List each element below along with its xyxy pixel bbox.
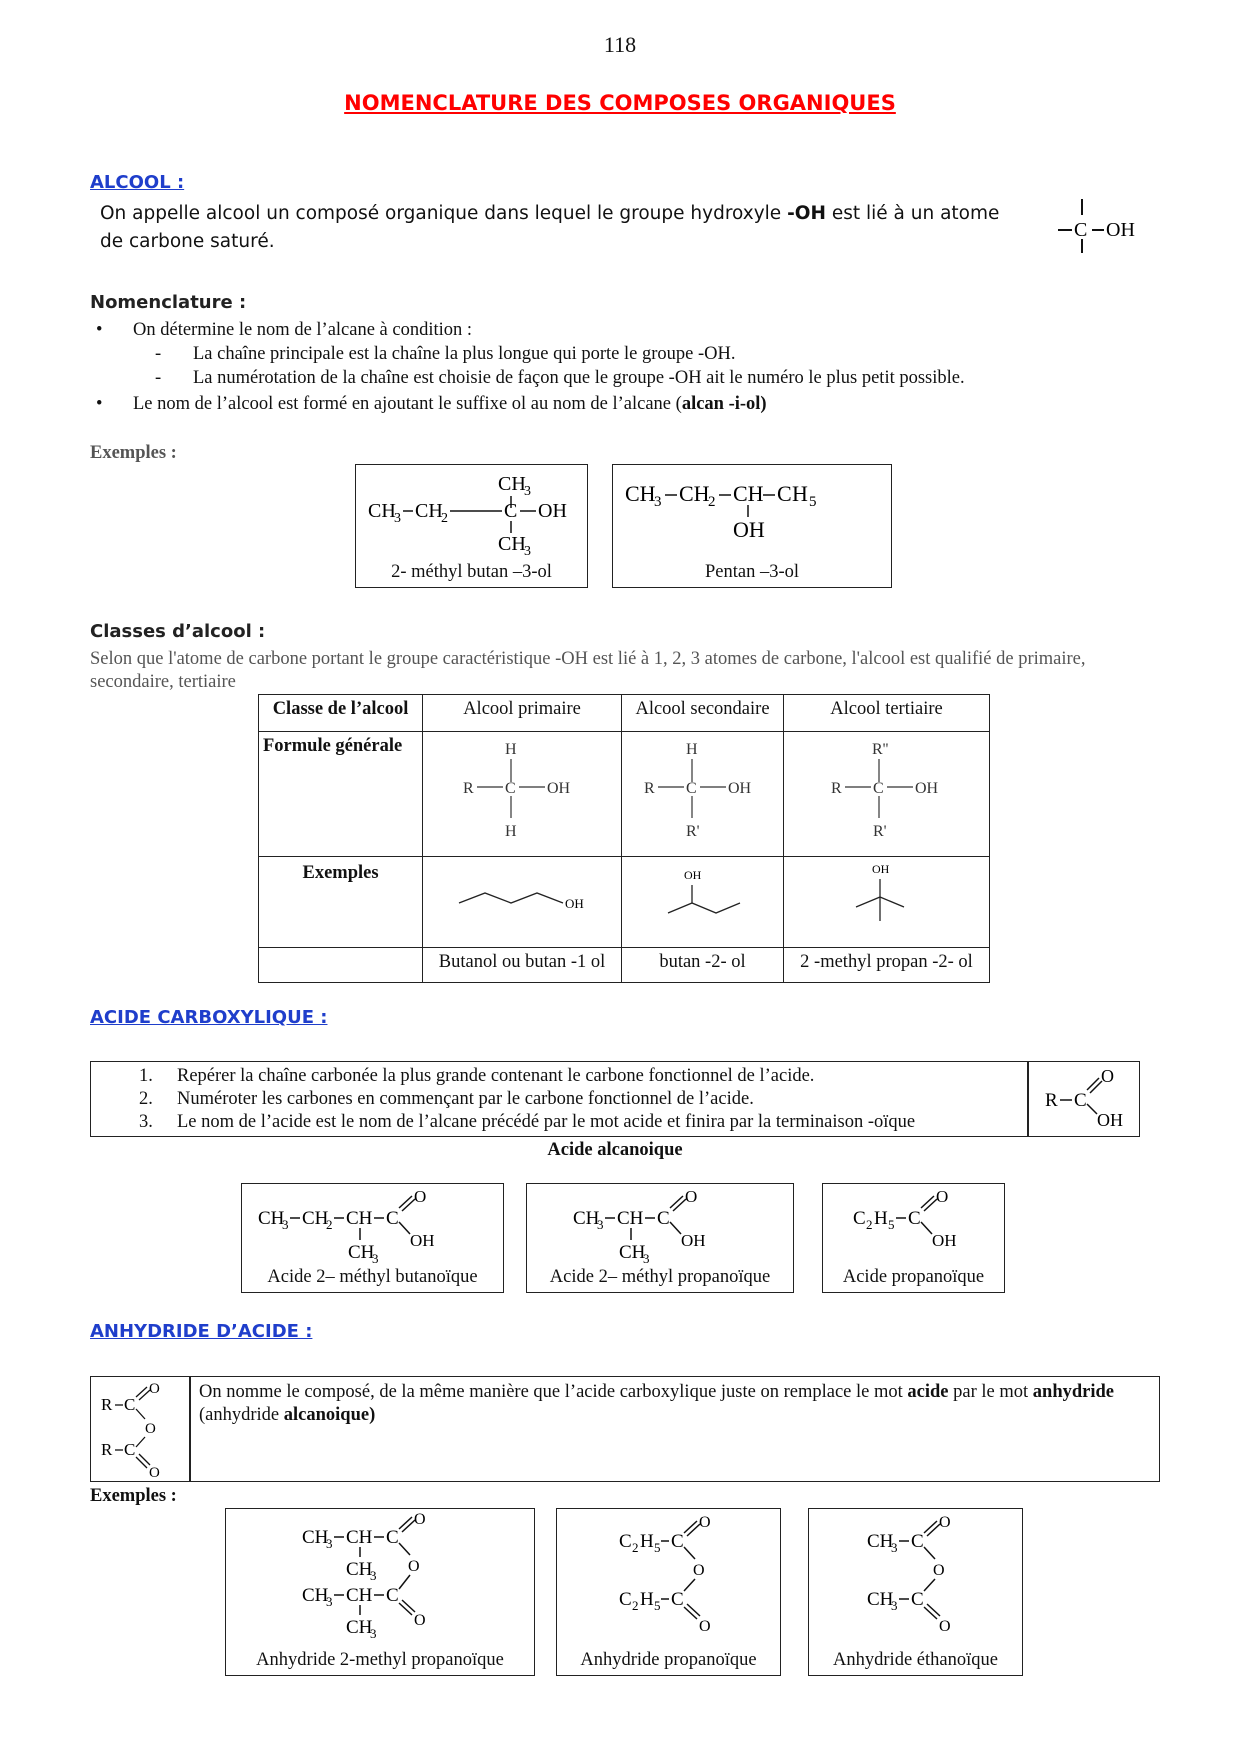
svg-text:H: H — [640, 1531, 654, 1552]
nomenclature-bullet-1: On détermine le nom de l’alcane à condition : — [133, 320, 473, 340]
anhydride-text: On nomme le composé, de la même manière que l’acide carboxylique juste on remplace le mot acide par le mot anhydride (anhydride alcanoique) — [199, 1382, 1114, 1425]
svg-text:O: O — [149, 1465, 160, 1479]
acide-heading: ACIDE CARBOXYLIQUE : — [90, 1007, 328, 1028]
svg-text:C: C — [853, 1208, 866, 1229]
tertiary-example-structure — [783, 857, 989, 948]
svg-text:O: O — [149, 1381, 160, 1397]
svg-text:CH: CH — [346, 1527, 373, 1548]
svg-text:OH: OH — [547, 780, 571, 797]
alcool-heading: ALCOOL : — [90, 172, 185, 193]
classes-heading: Classes d’alcool : — [90, 621, 266, 642]
rcooh-structure — [1035, 1066, 1135, 1134]
anhydride-example-3 — [808, 1508, 1023, 1676]
svg-text:CH: CH — [679, 481, 710, 506]
table-header: Alcool primaire — [423, 695, 622, 732]
structure-pentan-3-ol — [613, 465, 893, 565]
svg-text:H: H — [874, 1208, 888, 1229]
dash-icon: - — [155, 344, 162, 364]
svg-text:C: C — [619, 1531, 632, 1552]
svg-text:O: O — [699, 1618, 711, 1635]
svg-text:5: 5 — [654, 1540, 661, 1555]
svg-text:O: O — [414, 1511, 426, 1528]
svg-text:OH: OH — [733, 517, 765, 542]
acide-rules-box — [90, 1061, 1140, 1137]
svg-text:OH: OH — [538, 500, 567, 522]
skeletal-butan-2-ol — [622, 857, 782, 941]
example-name: Anhydride 2-methyl propanoïque — [256, 1650, 504, 1670]
svg-text:2: 2 — [866, 1217, 873, 1232]
dash-icon: - — [155, 368, 162, 388]
svg-text:3: 3 — [326, 1594, 333, 1609]
svg-text:C: C — [1074, 219, 1088, 241]
svg-text:3: 3 — [524, 484, 531, 499]
svg-text:C: C — [619, 1589, 632, 1610]
rule-item: Numéroter les carbones en commençant par le carbone fonctionnel de l’acide. — [177, 1089, 754, 1109]
svg-text:C: C — [124, 1440, 136, 1459]
svg-text:3: 3 — [326, 1536, 333, 1551]
svg-text:C: C — [124, 1395, 136, 1414]
formula-tertiary — [784, 732, 988, 850]
rule-item: Le nom de l’acide est le nom de l’alcane précédé par le mot acide et finira par la terminaison -oïque — [177, 1112, 916, 1132]
svg-text:3: 3 — [597, 1217, 604, 1232]
table-header: Alcool secondaire — [622, 695, 784, 732]
svg-text:CH: CH — [498, 473, 526, 495]
svg-text:3: 3 — [394, 511, 401, 526]
example-name: Acide 2– méthyl propanoïque — [549, 1267, 771, 1287]
svg-text:2: 2 — [441, 511, 448, 526]
svg-text:3: 3 — [891, 1540, 898, 1555]
svg-text:O: O — [414, 1612, 426, 1629]
svg-text:CH: CH — [346, 1208, 373, 1229]
svg-text:O: O — [408, 1558, 420, 1575]
svg-text:C: C — [671, 1531, 684, 1552]
secondary-example-structure — [622, 857, 784, 948]
svg-text:3: 3 — [370, 1568, 377, 1583]
svg-text:OH: OH — [681, 1231, 706, 1250]
svg-text:C: C — [504, 500, 518, 522]
svg-text:CH: CH — [346, 1617, 373, 1638]
primary-example-structure — [423, 857, 622, 948]
svg-text:C: C — [386, 1585, 399, 1606]
formula-primary — [423, 732, 619, 850]
acide-general-name: Acide alcanoique — [547, 1140, 683, 1160]
svg-text:3: 3 — [891, 1598, 898, 1613]
svg-text:OH: OH — [410, 1231, 435, 1250]
svg-text:C: C — [671, 1589, 684, 1610]
svg-text:R': R' — [872, 823, 887, 840]
alcohol-example-1 — [355, 464, 588, 588]
svg-text:H: H — [640, 1589, 654, 1610]
svg-text:C: C — [911, 1531, 924, 1552]
structure-2-methyl-butan-3-ol — [356, 465, 589, 565]
example-name: Pentan –3-ol — [704, 562, 800, 582]
svg-text:2: 2 — [708, 494, 716, 510]
svg-text:R'': R'' — [871, 741, 889, 758]
c-oh-structure — [1050, 195, 1160, 255]
svg-text:H: H — [792, 481, 808, 506]
svg-text:CH: CH — [498, 533, 526, 555]
svg-text:CH: CH — [368, 500, 396, 522]
divider — [1027, 1062, 1029, 1136]
svg-text:OH: OH — [1106, 219, 1135, 241]
svg-text:O: O — [693, 1562, 705, 1579]
svg-text:R: R — [463, 780, 474, 797]
acid-example-1 — [241, 1183, 504, 1293]
acid-example-2 — [526, 1183, 794, 1293]
examples-label: Exemples : — [90, 443, 177, 463]
svg-text:O: O — [145, 1421, 156, 1437]
secondary-general-formula — [622, 732, 784, 857]
svg-text:3: 3 — [654, 494, 662, 510]
structure-ethanoic-anhydride — [809, 1509, 1024, 1649]
nomenclature-heading: Nomenclature : — [90, 292, 247, 313]
svg-text:R: R — [644, 780, 655, 797]
svg-text:CH: CH — [867, 1531, 894, 1552]
svg-text:O: O — [939, 1618, 951, 1635]
table-row-label: Exemples — [259, 857, 423, 948]
tertiary-general-formula — [783, 732, 989, 857]
nomenclature-dash-1: La chaîne principale est la chaîne la plus longue qui porte le groupe -OH. — [193, 344, 736, 364]
svg-text:CH: CH — [619, 1242, 646, 1263]
svg-text:O: O — [685, 1187, 698, 1206]
svg-text:OH: OH — [932, 1231, 957, 1250]
svg-text:2: 2 — [632, 1598, 639, 1613]
table-header: Classe de l’alcool — [259, 695, 423, 732]
svg-text:CH: CH — [302, 1585, 329, 1606]
skeletal-2-methylpropan-2-ol — [784, 857, 988, 941]
svg-text:R: R — [101, 1395, 113, 1414]
svg-text:O: O — [1101, 1066, 1114, 1086]
examples-label: Exemples : — [90, 1486, 177, 1506]
rule-number: 3. — [139, 1112, 153, 1132]
svg-text:CH: CH — [302, 1527, 329, 1548]
svg-text:CH: CH — [258, 1208, 285, 1229]
svg-text:C: C — [686, 780, 697, 797]
svg-text:OH: OH — [871, 862, 890, 876]
svg-text:CH: CH — [867, 1589, 894, 1610]
structure-2-methylpropanoic-anhydride — [226, 1509, 536, 1649]
anhydride-box — [90, 1376, 1160, 1482]
svg-text:CH: CH — [415, 500, 443, 522]
alcohol-classes-table — [258, 694, 990, 983]
table-row-label: Formule générale — [259, 732, 423, 857]
svg-text:CH: CH — [625, 481, 656, 506]
table-header: Alcool tertiaire — [783, 695, 989, 732]
rule-number: 1. — [139, 1066, 153, 1086]
page-title: NOMENCLATURE DES COMPOSES ORGANIQUES — [344, 91, 896, 115]
alcool-definition: On appelle alcool un composé organique dans lequel le groupe hydroxyle -OH est lié à un atome de carbone saturé. — [100, 203, 1000, 252]
rule-number: 2. — [139, 1089, 153, 1109]
svg-text:H: H — [505, 823, 517, 840]
example-name: 2- méthyl butan –3-ol — [391, 562, 552, 582]
svg-text:R: R — [830, 780, 842, 797]
bullet-icon: • — [96, 320, 103, 340]
svg-text:CH: CH — [733, 481, 764, 506]
nomenclature-bullet-2: Le nom de l’alcool est formé en ajoutant le suffixe ol au nom de l’alcane (alcan -i-ol) — [133, 394, 767, 414]
svg-text:2: 2 — [326, 1217, 333, 1232]
svg-text:OH: OH — [728, 780, 752, 797]
example-name: butan -2- ol — [622, 948, 784, 983]
svg-text:OH: OH — [684, 868, 702, 882]
example-name: Butanol ou butan -1 ol — [423, 948, 622, 983]
anhydride-example-1 — [225, 1508, 535, 1676]
nomenclature-dash-2: La numérotation de la chaîne est choisie de façon que le groupe -OH ait le numéro le plus petit possible. — [193, 368, 965, 388]
svg-text:3: 3 — [370, 1626, 377, 1641]
svg-text:O: O — [936, 1187, 949, 1206]
svg-text:R: R — [101, 1440, 113, 1459]
svg-text:5: 5 — [654, 1598, 661, 1613]
structure-propanoic-anhydride — [557, 1509, 782, 1649]
svg-text:R': R' — [686, 823, 700, 840]
example-name: Anhydride propanoïque — [580, 1650, 757, 1670]
formula-secondary — [622, 732, 782, 850]
svg-text:O: O — [699, 1514, 711, 1531]
example-name: Acide 2– méthyl butanoïque — [267, 1267, 478, 1287]
svg-text:R: R — [1045, 1090, 1058, 1111]
svg-text:O: O — [933, 1562, 945, 1579]
bullet-icon: • — [96, 394, 103, 414]
svg-text:5: 5 — [888, 1217, 895, 1232]
svg-text:3: 3 — [643, 1251, 650, 1266]
example-name: 2 -methyl propan -2- ol — [783, 948, 989, 983]
structure-2-methylpropanoic-acid — [527, 1184, 795, 1270]
page-number: 118 — [603, 32, 637, 57]
svg-text:C: C — [911, 1589, 924, 1610]
skeletal-butanol — [423, 857, 619, 941]
svg-text:C: C — [505, 780, 516, 797]
svg-text:O: O — [939, 1514, 951, 1531]
svg-text:C: C — [386, 1527, 399, 1548]
svg-text:H: H — [505, 741, 517, 758]
svg-text:C: C — [386, 1208, 399, 1229]
divider — [189, 1377, 191, 1481]
primary-general-formula — [423, 732, 622, 857]
svg-text:C: C — [657, 1208, 670, 1229]
svg-text:2: 2 — [632, 1540, 639, 1555]
svg-text:CH: CH — [346, 1585, 373, 1606]
svg-text:CH: CH — [617, 1208, 644, 1229]
svg-text:CH: CH — [573, 1208, 600, 1229]
anhydride-general-structure — [93, 1379, 187, 1479]
anhydride-example-2 — [556, 1508, 781, 1676]
svg-text:H: H — [686, 741, 698, 758]
svg-text:CH: CH — [348, 1242, 375, 1263]
svg-text:CH: CH — [302, 1208, 329, 1229]
classes-text: Selon que l'atome de carbone portant le groupe caractéristique -OH est lié à 1, 2, 3 atomes de carbone, l'alcool est qualifié de primaire, secondaire, tertiaire — [90, 649, 1086, 692]
example-name: Acide propanoïque — [842, 1267, 985, 1287]
svg-text:C: C — [777, 481, 792, 506]
alcohol-example-2 — [612, 464, 892, 588]
svg-text:O: O — [414, 1187, 427, 1206]
svg-text:5: 5 — [809, 494, 817, 510]
svg-text:3: 3 — [524, 544, 531, 559]
svg-text:OH: OH — [1097, 1110, 1123, 1130]
svg-text:C: C — [1074, 1090, 1087, 1111]
rule-item: Repérer la chaîne carbonée la plus grande contenant le carbone fonctionnel de l’acide. — [177, 1066, 815, 1086]
svg-text:3: 3 — [282, 1217, 289, 1232]
structure-2-methylbutanoic-acid — [242, 1184, 505, 1270]
anhydride-heading: ANHYDRIDE D’ACIDE : — [90, 1321, 313, 1342]
svg-text:C: C — [908, 1208, 921, 1229]
example-name: Anhydride éthanoïque — [833, 1650, 998, 1670]
svg-text:3: 3 — [372, 1251, 379, 1266]
table-empty-cell — [259, 948, 423, 983]
structure-propanoic-acid — [823, 1184, 1006, 1270]
svg-text:OH: OH — [565, 896, 584, 911]
svg-text:C: C — [872, 780, 884, 797]
svg-text:OH: OH — [914, 780, 939, 797]
svg-text:CH: CH — [346, 1559, 373, 1580]
acid-example-3 — [822, 1183, 1005, 1293]
